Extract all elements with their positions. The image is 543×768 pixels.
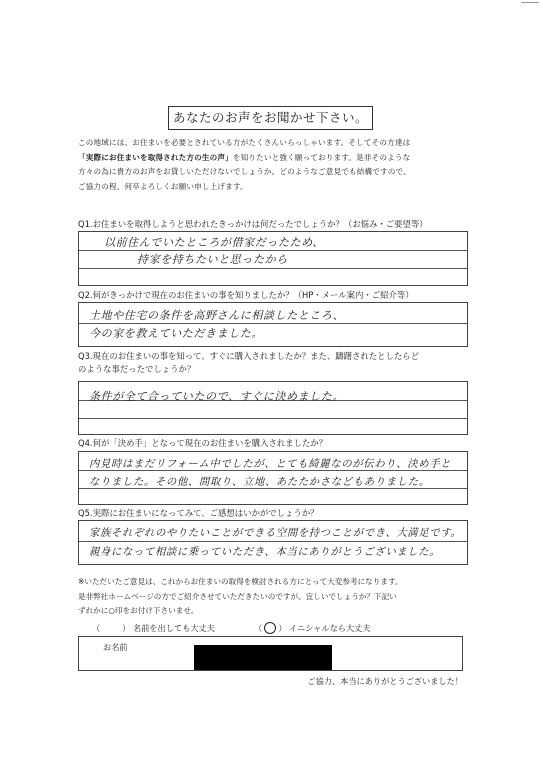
name-label: お名前 [103, 642, 128, 652]
question-5-answer-box[interactable] [78, 520, 468, 565]
page-title: あなたのお声をお聞かせ下さい。 [168, 106, 373, 130]
consent-note-line-2: 是非弊社ホームページの方でご紹介させていただきたいのですが、宜しいでしょうか？下記い [78, 591, 397, 601]
option-2-checkbox[interactable]: （ ） [254, 622, 287, 633]
question-1-answer-box[interactable] [78, 231, 468, 286]
question-2-label: Q2.何がきっかけで現在のお住まいの事を知りましたか？（HP・メール案内・ご紹介等） [78, 290, 414, 300]
scan-edge-mark [521, 2, 539, 3]
question-3-label [78, 350, 478, 376]
answer-rule [79, 323, 467, 324]
redacted-name [194, 645, 332, 670]
question-4-label: Q4.何が「決め手」となって現在のお住まいを購入されましたか？ [78, 438, 328, 448]
question-3-label-line-2: のような事だったでしょうか？ [78, 364, 196, 374]
name-field[interactable] [78, 636, 463, 671]
question-3-answer-box[interactable] [78, 381, 468, 435]
question-4-answer-box[interactable] [78, 451, 468, 505]
intro-highlight: 「実際にお住まいを取得された方の生の声」 [78, 152, 233, 162]
selected-circle-mark [264, 622, 276, 634]
consent-note-line-1: ※いただいたご意見は、これからお住まいの取得を検討される方にとって大変参考になります。 [78, 577, 403, 586]
intro-line-4: ご協力の程、何卒よろしくお願い申し上げます。 [78, 181, 248, 191]
closing-thanks: ご協力、本当にありがとうございました！ [307, 676, 463, 686]
question-4-answer-line-2: なりました。その他、間取り、立地、あたたかさなどもありました。 [89, 476, 430, 488]
answer-rule [79, 541, 467, 542]
answer-rule [79, 418, 467, 419]
question-3-label-line-1: Q3.現在のお住まいの事を知って、すぐに購入されましたか？また、躊躇されたとしたらど [78, 351, 420, 361]
publication-options [92, 622, 371, 634]
consent-note-line-3: ずれかに○印をお付け下さいませ。 [78, 606, 199, 615]
intro-line-2-rest: を知りたいと強く願っております。是非そのような [232, 152, 411, 162]
question-5-answer-line-1: 家族それぞれのやりたいことができる空間を持つことができ、大満足です。 [89, 527, 462, 539]
option-1-label: 名前を出しても大丈夫 [133, 622, 215, 633]
option-1-checkbox[interactable]: （ ） [92, 622, 131, 633]
question-5-label: Q5.実際にお住まいになってみて、ご感想はいかがでしょうか？ [78, 508, 319, 518]
answer-rule [79, 470, 467, 471]
question-1-answer-line-2: 持家を持ちたいと思ったから [137, 253, 288, 266]
answer-rule [79, 268, 467, 269]
consent-note [78, 575, 478, 619]
question-1-answer-line-1: 以前住んでいたところが借家だったため、 [104, 236, 324, 249]
question-3-answer-line-1: 条件が全て合っていたので、すぐに決めました。 [89, 390, 344, 403]
intro-line-2 [78, 151, 476, 166]
intro-text [78, 136, 476, 194]
question-2-answer-line-2: 今の家を教えていただきました。 [89, 327, 263, 340]
option-2-label: イニシャルなら大丈夫 [289, 622, 371, 633]
question-4-answer-line-1: 内見時はまだリフォーム中でしたが、とても綺麗なのが伝わり、決め手と [89, 458, 452, 470]
intro-line-1: この地域には、お住まいを必要とされている方がたくさんいらっしゃいます。そしてその方達は [78, 138, 411, 147]
question-2-answer-box[interactable] [78, 302, 468, 347]
question-1-label: Q1.お住まいを取得しようと思われたきっかけは何だったでしょうか？（お悩み・ご要望等） [78, 219, 428, 229]
answer-rule [79, 488, 467, 489]
question-5-answer-line-2: 親身になって相談に乗っていただき、本当にありがとうございました。 [89, 546, 441, 558]
intro-line-3: 方々の為に貴方のお声をお貸しいただけないでしょうか。どのようなご意見でも結構ですので、 [78, 167, 411, 177]
question-2-answer-line-1: 土地や住宅の条件を高野さんに相談したところ、 [89, 309, 345, 322]
